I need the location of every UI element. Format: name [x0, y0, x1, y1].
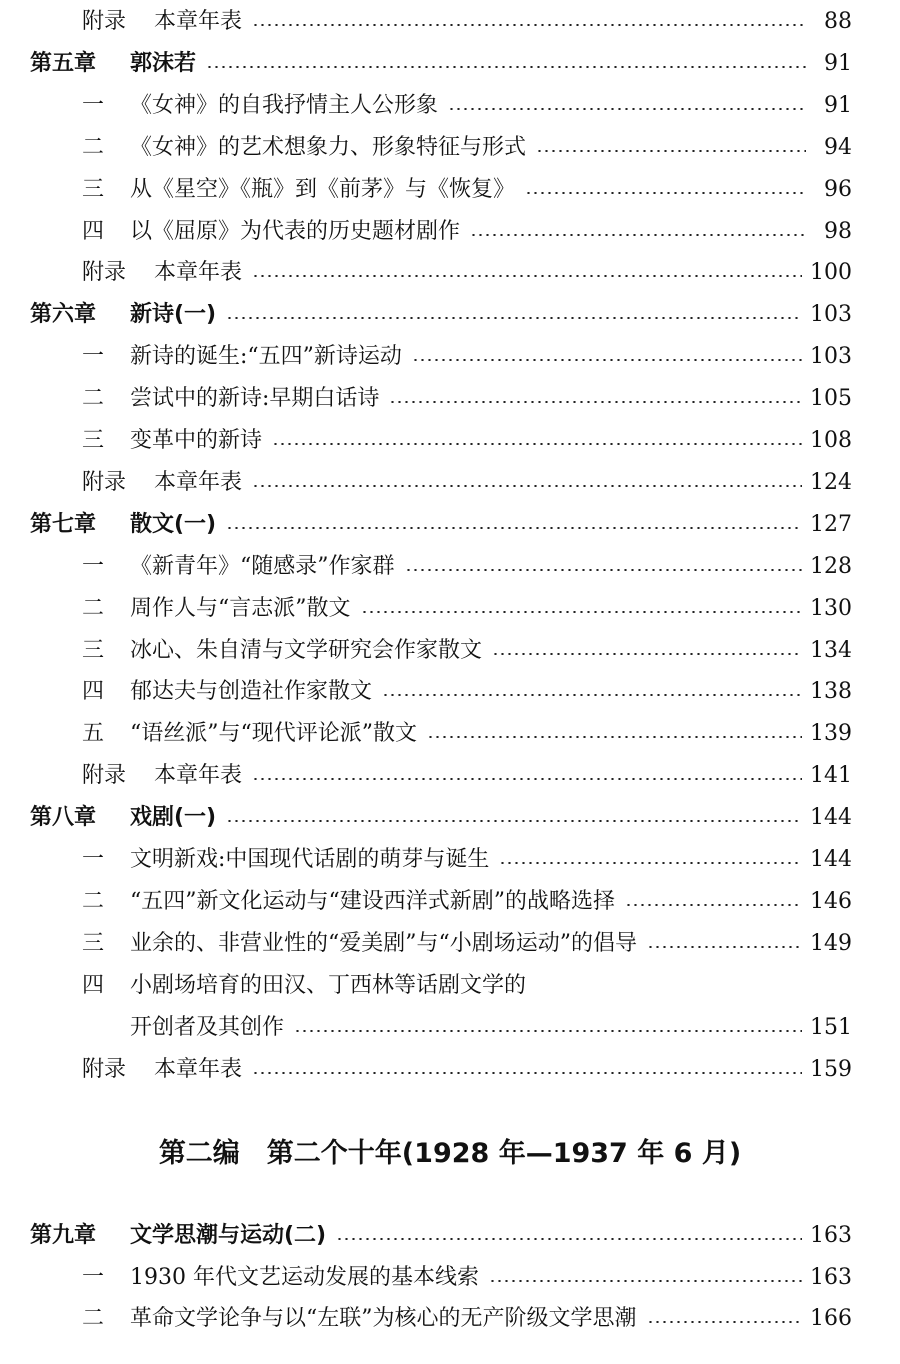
page-number: 130: [810, 595, 852, 621]
chapter-title: 新诗(一): [130, 302, 217, 328]
toc-section-row: [0, 339, 900, 375]
section-number: 二: [82, 386, 105, 412]
appendix-label: 附录: [82, 260, 127, 286]
toc-section-row: [0, 88, 900, 124]
section-title: “五四”新文化运动与“建设西洋式新剧”的战略选择: [130, 888, 615, 914]
dot-leader: [252, 1072, 802, 1074]
dot-leader: [499, 862, 802, 864]
dot-leader: [226, 317, 802, 319]
toc-section-row: [0, 214, 900, 250]
toc-section-row: [0, 716, 900, 752]
page-number: 151: [810, 1014, 852, 1040]
page-number: 128: [810, 553, 852, 579]
section-number: 四: [82, 218, 105, 244]
toc-section-row: [0, 591, 900, 627]
page-number: 127: [810, 511, 852, 537]
dot-leader: [525, 192, 806, 194]
section-number: 一: [82, 344, 105, 370]
dot-leader: [206, 66, 806, 68]
page-number: 159: [810, 1056, 852, 1082]
page-number: 124: [810, 469, 852, 495]
section-title: 尝试中的新诗:早期白话诗: [130, 386, 380, 412]
toc-chapter-row: [0, 1218, 900, 1254]
dot-leader: [412, 359, 802, 361]
section-number: 二: [82, 595, 105, 621]
appendix-label: 附录: [82, 1056, 127, 1082]
appendix-title: 本章年表: [154, 763, 243, 789]
page-number: 105: [810, 386, 852, 412]
toc-section-row: [0, 674, 900, 710]
section-title: 小剧场培育的田汉、丁西林等话剧文学的: [130, 972, 527, 998]
dot-leader: [470, 234, 806, 236]
dot-leader: [536, 150, 806, 152]
toc-appendix-row: [0, 4, 900, 40]
dot-leader: [492, 653, 802, 655]
toc-section-row: [0, 633, 900, 669]
appendix-title: 本章年表: [154, 469, 243, 495]
toc-section-row: [0, 968, 900, 1004]
dot-leader: [272, 443, 802, 445]
section-title: 革命文学论争与以“左联”为核心的无产阶级文学思潮: [130, 1306, 637, 1331]
dot-leader: [294, 1030, 802, 1032]
dot-leader: [252, 778, 802, 780]
part-title: 第二编 第二个十年(1928 年—1937 年 6 月): [158, 1138, 742, 1169]
toc-section-row: [0, 423, 900, 459]
dot-leader: [427, 736, 802, 738]
toc-section-row: [0, 842, 900, 878]
page-number: 141: [810, 763, 852, 789]
page-number: 98: [824, 218, 852, 244]
toc-section-row: [0, 1301, 900, 1337]
page-number: 146: [810, 888, 852, 914]
section-title: 开创者及其创作: [130, 1014, 285, 1040]
section-number: 二: [82, 1306, 105, 1331]
appendix-label: 附录: [82, 469, 127, 495]
section-title: “语丝派”与“现代评论派”散文: [130, 721, 417, 747]
toc-chapter-row: [0, 800, 900, 836]
page-number: 134: [810, 637, 852, 663]
toc-section-row: [0, 884, 900, 920]
dot-leader: [336, 1238, 802, 1240]
page-number: 138: [810, 679, 852, 705]
toc-appendix-row: [0, 465, 900, 501]
section-number: 五: [82, 721, 105, 747]
page-number: 144: [810, 847, 852, 872]
chapter-label: 第七章: [30, 511, 97, 537]
section-title: 以《屈原》为代表的历史题材剧作: [130, 218, 461, 244]
section-number: 三: [82, 930, 105, 956]
section-title: 《女神》的艺术想象力、形象特征与形式: [130, 134, 527, 160]
chapter-title: 文学思潮与运动(二): [130, 1223, 327, 1248]
section-number: 四: [82, 972, 105, 998]
page-number: 103: [810, 302, 852, 328]
section-number: 一: [82, 1264, 105, 1290]
page-number: 166: [810, 1306, 852, 1331]
dot-leader: [489, 1280, 802, 1282]
toc-section-row: [0, 549, 900, 585]
section-number: 四: [82, 679, 105, 705]
dot-leader: [405, 569, 803, 571]
page-number: 163: [810, 1223, 852, 1248]
appendix-title: 本章年表: [154, 260, 243, 286]
dot-leader: [647, 946, 802, 948]
section-title: 《女神》的自我抒情主人公形象: [130, 92, 439, 118]
section-title: 从《星空》《瓶》到《前茅》与《恢复》: [130, 176, 516, 202]
page-number: 108: [810, 428, 852, 453]
dot-leader: [252, 24, 806, 26]
toc-appendix-row: [0, 758, 900, 794]
dot-leader: [252, 275, 802, 277]
toc-section-row: [0, 926, 900, 962]
page-number: 163: [810, 1264, 852, 1290]
page-number: 100: [810, 260, 852, 286]
page-number: 91: [824, 50, 852, 76]
dot-leader: [647, 1321, 803, 1323]
dot-leader: [252, 485, 802, 487]
section-title: 变革中的新诗: [130, 428, 263, 453]
page-number: 139: [810, 721, 852, 747]
appendix-label: 附录: [82, 763, 127, 789]
appendix-title: 本章年表: [154, 9, 243, 34]
toc-chapter-row: [0, 46, 900, 82]
chapter-label: 第八章: [30, 805, 97, 831]
toc-chapter-row: [0, 297, 900, 333]
toc-section-row: [0, 172, 900, 208]
dot-leader: [361, 611, 803, 613]
chapter-title: 郭沫若: [130, 50, 197, 76]
page-number: 103: [810, 344, 852, 370]
section-title: 业余的、非营业性的“爱美剧”与“小剧场运动”的倡导: [130, 930, 637, 956]
toc-section-row: [0, 381, 900, 417]
toc-appendix-row: [0, 1052, 900, 1088]
chapter-label: 第六章: [30, 302, 97, 328]
appendix-label: 附录: [82, 9, 127, 34]
page-number: 91: [824, 92, 852, 118]
chapter-label: 第五章: [30, 50, 97, 76]
section-number: 一: [82, 92, 105, 118]
section-title: 《新青年》“随感录”作家群: [130, 553, 395, 579]
chapter-title: 散文(一): [130, 511, 217, 537]
page-number: 88: [824, 9, 852, 34]
appendix-title: 本章年表: [154, 1056, 243, 1082]
section-number: 三: [82, 176, 105, 202]
dot-leader: [448, 108, 806, 110]
section-title: 周作人与“言志派”散文: [130, 595, 351, 621]
toc-section-row: [0, 1260, 900, 1296]
chapter-label: 第九章: [30, 1223, 97, 1248]
section-title: 1930 年代文艺运动发展的基本线索: [130, 1264, 479, 1290]
page-number: 149: [810, 930, 852, 956]
section-title: 新诗的诞生:“五四”新诗运动: [130, 344, 402, 370]
page-number: 94: [824, 134, 852, 160]
section-title: 文明新戏:中国现代话剧的萌芽与诞生: [130, 847, 490, 872]
section-title: 郁达夫与创造社作家散文: [130, 679, 373, 705]
section-number: 三: [82, 637, 105, 663]
toc-section-row: [0, 130, 900, 166]
section-number: 二: [82, 888, 105, 914]
toc-chapter-row: [0, 507, 900, 543]
dot-leader: [625, 904, 802, 906]
page-number: 144: [810, 805, 852, 831]
dot-leader: [226, 527, 802, 529]
toc-section-continuation: [0, 1010, 900, 1046]
dot-leader: [382, 694, 802, 696]
section-number: 一: [82, 847, 105, 872]
section-number: 一: [82, 553, 105, 579]
section-title: 冰心、朱自清与文学研究会作家散文: [130, 637, 483, 663]
chapter-title: 戏剧(一): [130, 805, 217, 831]
dot-leader: [389, 401, 802, 403]
dot-leader: [226, 820, 802, 822]
page-number: 96: [824, 176, 852, 202]
section-number: 三: [82, 428, 105, 453]
toc-appendix-row: [0, 255, 900, 291]
section-number: 二: [82, 134, 105, 160]
